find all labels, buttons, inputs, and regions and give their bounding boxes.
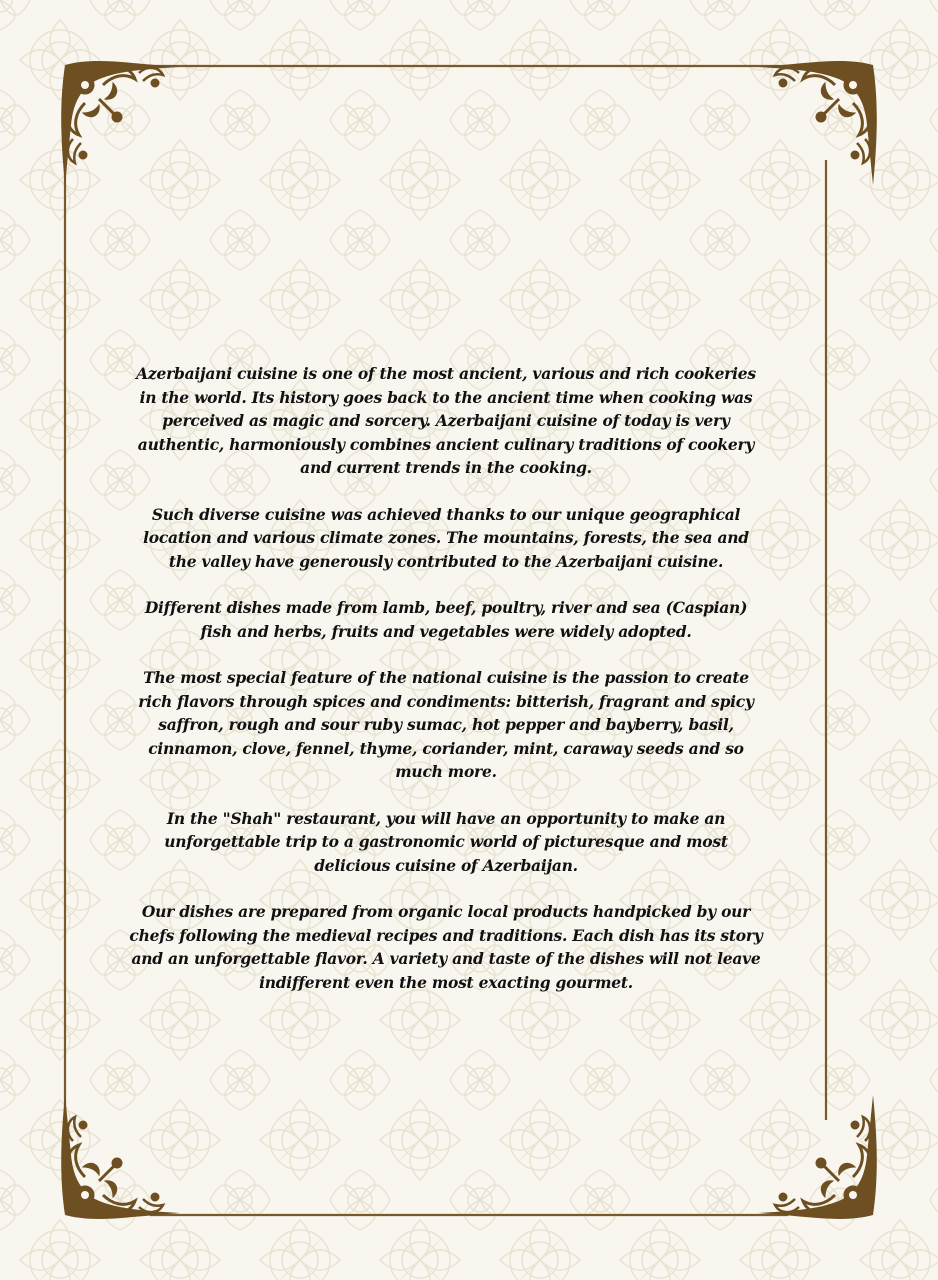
intro-paragraph-restaurant: In the "Shah" restaurant, you will have an opportunity to make an unforgettable trip to a gastronomic world of picturesque and most delicious cuisine of Azerbaijan. xyxy=(164,808,728,875)
intro-paragraph-spices: The most special feature of the national cuisine is the passion to create rich flavors through spices and condiments: bitterish, fragrant and spicy saffron, rough and sour ruby sumac, hot pepper and bayberry, basil, cinnamon, clove, fennel, thyme, coriander, mint, caraway seeds and so much more. xyxy=(138,668,754,781)
floral-scroll-corner-icon xyxy=(743,1085,883,1225)
intro-paragraph-geography: Such diverse cuisine was achieved thanks to our unique geographical location and various climate zones. The mountains, forests, the sea and the valley have generously contributed to the Azerbaijani cuisine. xyxy=(143,504,749,571)
floral-scroll-corner-icon xyxy=(55,1085,195,1225)
intro-paragraph-ingredients: Different dishes made from lamb, beef, poultry, river and sea (Caspian) fish and herbs, fruits and vegetables were widely adopted. xyxy=(144,598,748,641)
floral-scroll-corner-icon xyxy=(743,55,883,195)
intro-paragraph-history: Azerbaijani cuisine is one of the most ancient, various and rich cookeries in the world. Its history goes back to the ancient time when cooking was perceived as magic and sorcery. Azerbaijani cuisine of today is very authentic, harmoniously combines ancient culinary traditions of cookery and current trends in the cooking. xyxy=(136,364,756,477)
floral-scroll-corner-icon xyxy=(55,55,195,195)
intro-paragraph-dishes: Our dishes are prepared from organic local products handpicked by our chefs following the medieval recipes and traditions. Each dish has its story and an unforgettable flavor. A variety and taste of the dishes will not leave indifferent even the most exacting gourmet. xyxy=(129,902,763,992)
intro-text-block xyxy=(128,362,764,1017)
